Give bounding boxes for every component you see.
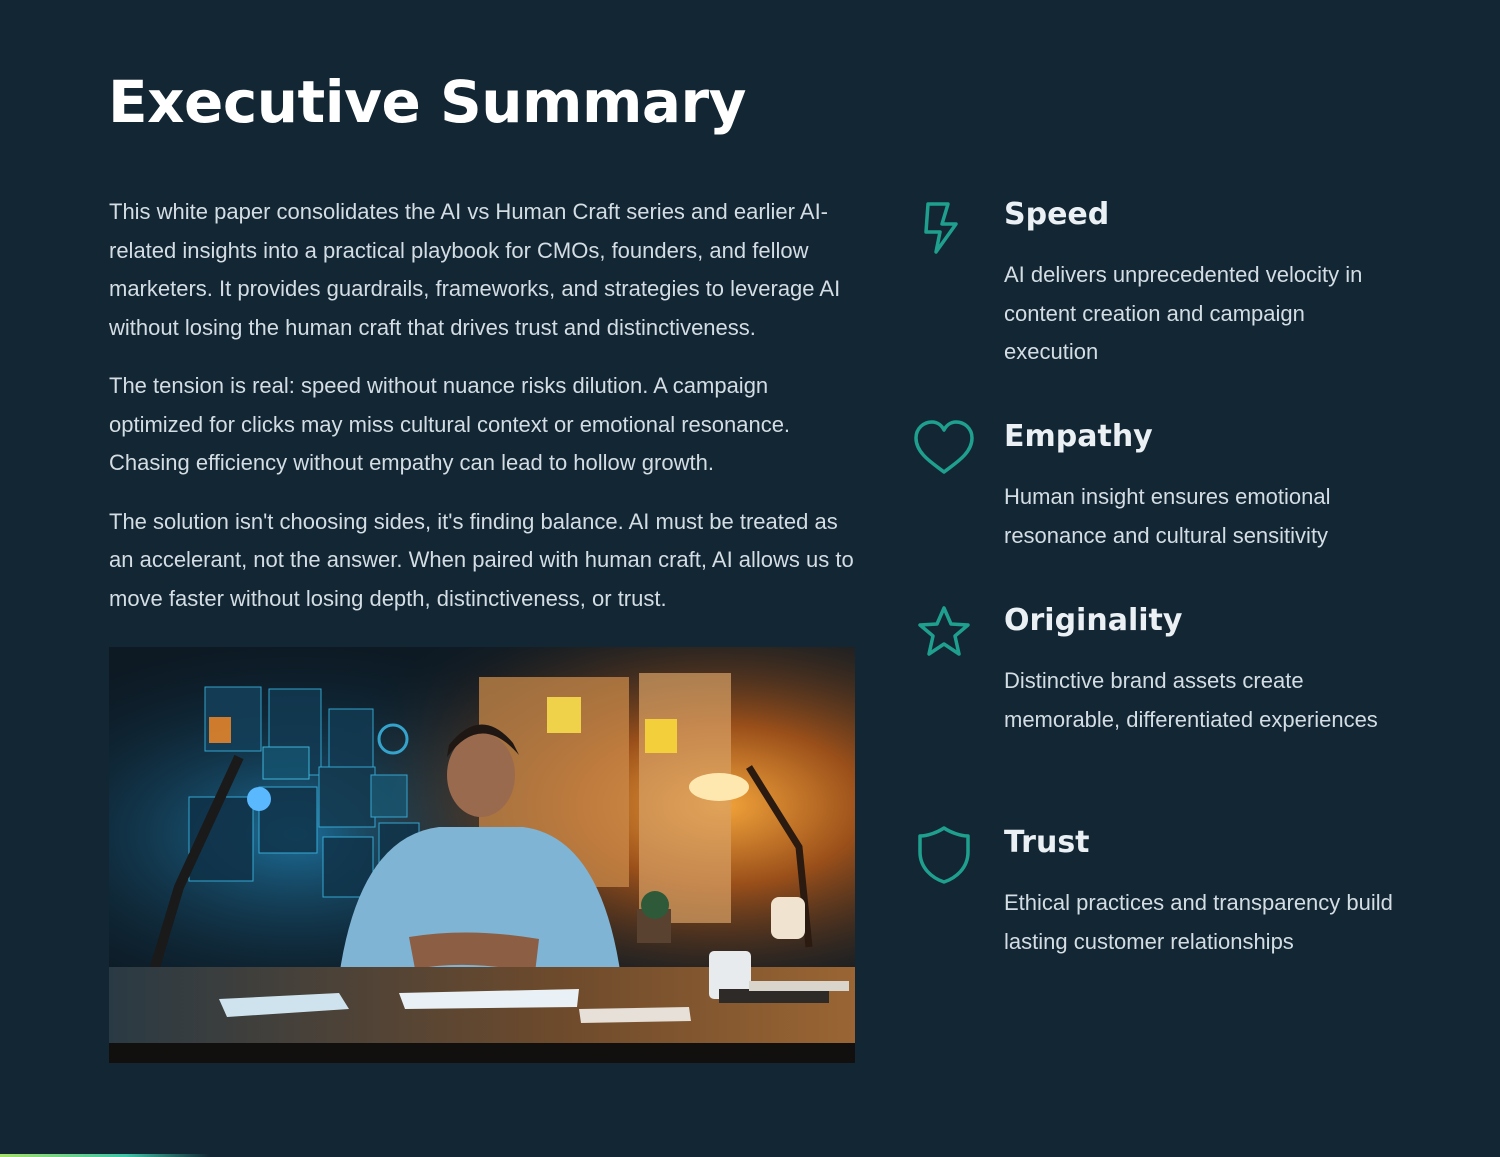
pillar-description: Ethical practices and transparency build lasting customer relationships <box>1004 890 1393 954</box>
page-title: Executive Summary <box>108 68 746 136</box>
summary-paragraph: This white paper consolidates the AI vs Human Craft series and earlier AI-related insights into a practical playbook for CMOs, founders, and fellow marketers. It provides guardrails, frameworks, and strategies to leverage AI without losing the human craft that drives trust and distinctiveness. <box>109 199 841 340</box>
summary-paragraph: The tension is real: speed without nuance risks dilution. A campaign optimized for clicks may miss cultural context or emotional resonance. Chasing efficiency without empathy can lead to hollow growth. <box>109 373 791 475</box>
hero-image <box>109 647 855 1063</box>
pillar-title: Speed <box>1004 197 1110 232</box>
summary-body <box>109 193 859 638</box>
marketer-at-desk-illustration <box>109 647 855 1063</box>
pillar-title: Originality <box>1004 603 1183 638</box>
lightning-icon <box>912 194 976 258</box>
shield-icon <box>912 822 976 886</box>
pillar-description: AI delivers unprecedented velocity in content creation and campaign execution <box>1004 262 1363 364</box>
heart-icon <box>912 416 976 480</box>
summary-paragraph: The solution isn't choosing sides, it's finding balance. AI must be treated as an accelerant, not the answer. When paired with human craft, AI allows us to move faster without losing depth, distinctiveness, or trust. <box>109 508 854 611</box>
star-icon <box>912 600 976 664</box>
pillar-description: Distinctive brand assets create memorable, differentiated experiences <box>1004 668 1378 732</box>
pillar-title: Empathy <box>1004 419 1153 454</box>
pillar-description: Human insight ensures emotional resonance and cultural sensitivity <box>1004 484 1331 548</box>
pillar-title: Trust <box>1004 825 1090 860</box>
